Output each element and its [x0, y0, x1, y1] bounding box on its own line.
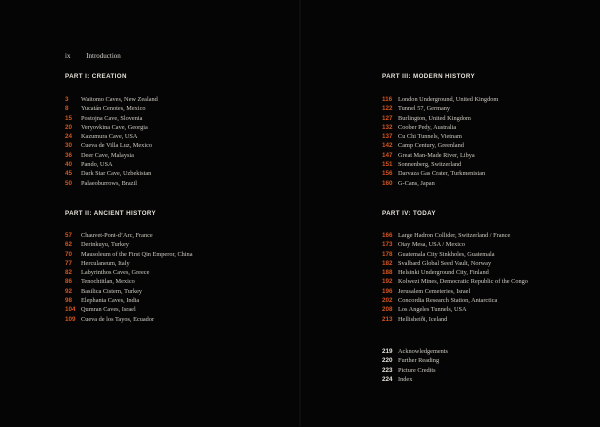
- toc-entry: [382, 169, 498, 178]
- toc-page-number: 98: [65, 297, 73, 305]
- toc-entry-title: G-Cans, Japan: [398, 179, 435, 187]
- toc-entry-title: Veryovkina Cave, Georgia: [81, 123, 148, 131]
- toc-entry-title: Picture Credits: [398, 366, 436, 374]
- toc-page-number: 166: [382, 232, 393, 239]
- toc-page-number: 182: [382, 259, 393, 267]
- toc-list-part-4: [382, 231, 528, 324]
- toc-entry-title: Cueva de Villa Luz, Mexico: [81, 142, 153, 150]
- toc-entry-title: Herculaneum, Italy: [81, 259, 130, 267]
- toc-page-number: 30: [65, 142, 73, 150]
- toc-entry: [65, 114, 158, 123]
- toc-entry-title: Palaeoburrows, Brazil: [81, 179, 137, 187]
- toc-entry: [382, 366, 448, 375]
- toc-page-number: 86: [65, 278, 73, 286]
- toc-page-number: 196: [382, 287, 393, 295]
- toc-entry-title: Postojna Cave, Slovenia: [81, 114, 143, 122]
- toc-entry-title: Basilica Cistern, Turkey: [81, 287, 143, 295]
- toc-entry-title: Great Man-Made River, Libya: [398, 151, 475, 159]
- toc-entry-title: Cu Chi Tunnels, Vietnam: [398, 133, 462, 141]
- toc-entry: [382, 141, 498, 150]
- toc-entry: [65, 104, 158, 113]
- toc-entry-title: Pando, USA: [81, 161, 113, 169]
- toc-entry-title: Yucatán Cenotes, Mexico: [81, 105, 146, 113]
- section-title-part-1: PART I: CREATION: [65, 73, 127, 80]
- toc-entry: [65, 231, 193, 240]
- toc-entry: [382, 95, 498, 104]
- section-title-part-3: PART III: MODERN HISTORY: [382, 73, 476, 80]
- toc-entry: [65, 250, 193, 259]
- toc-page-number: 142: [382, 142, 393, 150]
- toc-entry-title: Elephanta Caves, India: [81, 297, 140, 305]
- toc-entry: [382, 114, 498, 123]
- toc-entry: [65, 132, 158, 141]
- toc-page-number: 219: [382, 348, 393, 355]
- toc-entry: [382, 305, 528, 314]
- toc-entry-title: Tenochtitlan, Mexico: [81, 278, 135, 286]
- toc-entry-title: Darvaza Gas Crater, Turkmenistan: [398, 170, 486, 178]
- toc-entry: [382, 259, 528, 268]
- toc-page-number: 220: [382, 357, 393, 365]
- toc-entry-title: Dark Star Cave, Uzbekistan: [81, 170, 152, 178]
- toc-page-number: 223: [382, 366, 393, 374]
- toc-entry: [382, 104, 498, 113]
- toc-page-number: 192: [382, 278, 393, 286]
- toc-page-number: 77: [65, 259, 73, 267]
- toc-entry: [382, 160, 498, 169]
- toc-entry: [382, 277, 528, 286]
- toc-entry: [382, 231, 528, 240]
- toc-entry-title: Kazumura Cave, USA: [81, 133, 138, 141]
- toc-page-number: 122: [382, 105, 393, 113]
- toc-entry: [65, 179, 158, 188]
- toc-entry-title: Camp Century, Greenland: [398, 142, 464, 150]
- toc-entry-title: Helsinki Underground City, Finland: [398, 269, 489, 277]
- toc-page-number: 24: [65, 133, 73, 141]
- toc-entry-title: Tunnel 57, Germany: [398, 105, 451, 113]
- right-page: [301, 0, 600, 427]
- toc-page-number: 3: [65, 96, 69, 103]
- toc-entry: [382, 356, 448, 365]
- toc-entry: [65, 296, 193, 305]
- page-folio: ix: [65, 52, 71, 60]
- toc-entry-title: Deer Cave, Malaysia: [81, 151, 134, 159]
- toc-page-number: 224: [382, 375, 393, 383]
- toc-entry: [65, 151, 158, 160]
- toc-page-number: 178: [382, 250, 393, 258]
- toc-page-number: 36: [65, 151, 73, 159]
- toc-page-number: 160: [382, 179, 393, 187]
- toc-entry-title: Los Angeles Tunnels, USA: [398, 306, 467, 314]
- toc-entry-title: Kolwezi Mines, Democratic Republic of the Congo: [398, 278, 528, 286]
- toc-entry-title: Index: [398, 375, 413, 383]
- toc-page-number: 40: [65, 161, 73, 169]
- toc-entry-title: Svalbard Global Seed Vault, Norway: [398, 259, 492, 267]
- toc-entry: [65, 95, 158, 104]
- toc-entry: [65, 169, 158, 178]
- toc-page-number: 109: [65, 315, 76, 323]
- toc-list-part-2: [65, 231, 193, 324]
- toc-entry: [382, 347, 448, 356]
- toc-entry-title: Concordia Research Station, Antarctica: [398, 297, 498, 305]
- toc-entry-title: Large Hadron Collider, Switzerland / France: [398, 232, 511, 239]
- toc-list-backmatter: [382, 347, 448, 384]
- toc-entry: [65, 277, 193, 286]
- toc-entry: [65, 259, 193, 268]
- toc-entry-title: Mausoleum of the First Qin Emperor, China: [81, 250, 193, 258]
- toc-page-number: 70: [65, 250, 73, 258]
- section-title-part-2: PART II: ANCIENT HISTORY: [65, 210, 157, 217]
- toc-page-number: 188: [382, 269, 393, 277]
- toc-entry-title: Burlington, United Kingdom: [398, 114, 471, 122]
- toc-entry-title: Otay Mesa, USA / Mexico: [398, 241, 465, 249]
- toc-entry-title: London Underground, United Kingdom: [398, 96, 499, 103]
- toc-entry: [65, 315, 193, 324]
- toc-entry: [382, 375, 448, 384]
- toc-entry-title: Acknowledgements: [398, 348, 449, 355]
- toc-entry: [65, 268, 193, 277]
- toc-entry: [65, 305, 193, 314]
- toc-entry: [382, 151, 498, 160]
- toc-entry: [65, 160, 158, 169]
- toc-entry: [65, 287, 193, 296]
- toc-entry-title: Jerusalem Cemeteries, Israel: [398, 287, 471, 295]
- toc-list-part-3: [382, 95, 498, 188]
- toc-page-number: 202: [382, 297, 393, 305]
- toc-page-number: 173: [382, 241, 393, 249]
- running-head: [65, 52, 121, 60]
- toc-entry-title: Sonnenberg, Switzerland: [398, 161, 462, 169]
- toc-entry: [382, 268, 528, 277]
- toc-entry: [382, 287, 528, 296]
- toc-page-number: 8: [65, 105, 69, 113]
- toc-entry: [382, 296, 528, 305]
- toc-entry-title: Further Reading: [398, 357, 440, 365]
- toc-entry: [65, 123, 158, 132]
- toc-entry: [65, 240, 193, 249]
- toc-entry: [382, 250, 528, 259]
- toc-page-number: 82: [65, 269, 73, 277]
- running-head-title: Introduction: [86, 52, 121, 60]
- toc-entry-title: Coober Pedy, Australia: [398, 123, 457, 131]
- toc-page-number: 20: [65, 123, 73, 131]
- toc-page-number: 132: [382, 123, 393, 131]
- toc-entry-title: Derinkuyu, Turkey: [81, 241, 129, 249]
- toc-list-part-1: [65, 95, 158, 188]
- section-title-part-4: PART IV: TODAY: [382, 210, 436, 217]
- toc-entry-title: Cueva de los Tayos, Ecuador: [81, 315, 155, 323]
- toc-entry: [382, 240, 528, 249]
- toc-page-number: 127: [382, 114, 393, 122]
- toc-entry: [382, 123, 498, 132]
- toc-page-number: 92: [65, 287, 73, 295]
- toc-entry-title: Labyrinthos Caves, Greece: [81, 269, 150, 277]
- toc-page-number: 104: [65, 306, 76, 314]
- toc-page-number: 208: [382, 306, 393, 314]
- toc-entry: [65, 141, 158, 150]
- toc-entry-title: Chauvet-Pont-d’Arc, France: [81, 232, 153, 239]
- left-page: [0, 0, 299, 427]
- toc-page-number: 45: [65, 170, 73, 178]
- toc-entry-title: Hellisheiði, Iceland: [398, 315, 448, 323]
- toc-page-number: 57: [65, 232, 73, 239]
- toc-entry: [382, 132, 498, 141]
- toc-entry-title: Qumran Caves, Israel: [81, 306, 136, 314]
- toc-entry-title: Guatemala City Sinkholes, Guatemala: [398, 250, 495, 258]
- toc-entry-title: Waitomo Caves, New Zealand: [81, 96, 158, 103]
- toc-entry: [382, 315, 528, 324]
- toc-entry: [382, 179, 498, 188]
- toc-page-number: 15: [65, 114, 73, 122]
- toc-page-number: 151: [382, 161, 393, 169]
- toc-page-number: 116: [382, 96, 393, 103]
- toc-page-number: 62: [65, 241, 73, 249]
- toc-page-number: 156: [382, 170, 393, 178]
- toc-page-number: 147: [382, 151, 393, 159]
- toc-page-number: 137: [382, 133, 393, 141]
- toc-page-number: 50: [65, 179, 73, 187]
- toc-page-number: 213: [382, 315, 393, 323]
